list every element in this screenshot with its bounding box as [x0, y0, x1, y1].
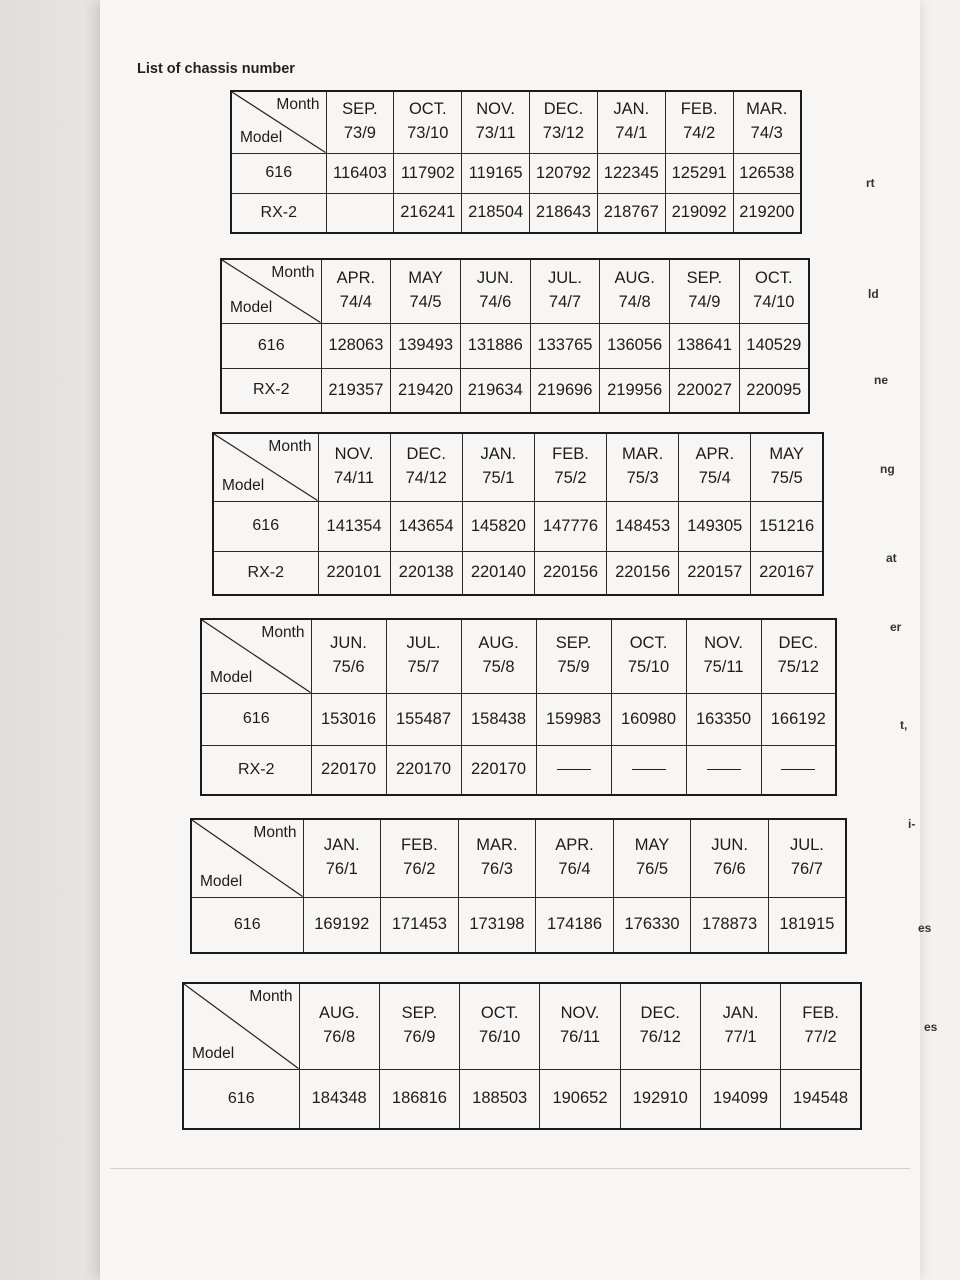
- chassis-number: 125291: [665, 153, 733, 193]
- month-code: 76/1: [325, 860, 358, 879]
- chassis-number: 149305: [679, 501, 751, 551]
- month-name: MAR.: [746, 100, 788, 119]
- month-name: FEB.: [401, 836, 438, 855]
- month-name: MAR.: [476, 836, 518, 855]
- adjacent-page-text: t,: [900, 718, 908, 732]
- chassis-number: 160980: [611, 693, 686, 745]
- month-code: 74/9: [688, 293, 721, 312]
- chassis-number: 169192: [303, 897, 381, 953]
- month-axis-label: Month: [271, 264, 315, 281]
- chassis-number: 220170: [461, 745, 536, 795]
- chassis-number: 219634: [460, 368, 530, 413]
- month-code: 74/10: [753, 293, 795, 312]
- chassis-number: 119165: [462, 153, 530, 193]
- chassis-number: 220167: [751, 551, 823, 595]
- chassis-number: 194548: [781, 1069, 861, 1129]
- month-name: FEB.: [802, 1004, 839, 1023]
- month-header: [381, 819, 459, 897]
- month-name: NOV.: [704, 634, 743, 653]
- chassis-number: 220170: [386, 745, 461, 795]
- chassis-number: 219420: [391, 368, 461, 413]
- chassis-number: 147776: [534, 501, 606, 551]
- month-header: [460, 259, 530, 323]
- chassis-number: 122345: [597, 153, 665, 193]
- month-code: 73/11: [475, 124, 516, 143]
- chassis-number: 155487: [386, 693, 461, 745]
- month-code: 75/11: [703, 658, 744, 677]
- month-code: 76/11: [559, 1028, 601, 1047]
- model-name: 616: [213, 501, 318, 551]
- month-name: AUG.: [478, 634, 519, 653]
- table-row: [201, 693, 836, 745]
- month-name: SEP.: [401, 1004, 438, 1023]
- chassis-number: 218767: [597, 193, 665, 233]
- month-header: [379, 983, 459, 1069]
- month-code: 73/10: [407, 124, 449, 143]
- chassis-number: 153016: [311, 693, 386, 745]
- month-name: OCT.: [629, 634, 668, 653]
- month-name: MAR.: [622, 445, 664, 464]
- month-code: 76/9: [403, 1028, 436, 1047]
- chassis-number: 186816: [379, 1069, 459, 1129]
- chassis-number: 178873: [691, 897, 769, 953]
- month-code: 77/1: [724, 1028, 757, 1047]
- chassis-number: [326, 193, 394, 233]
- month-name: JUL.: [789, 836, 824, 855]
- chassis-number: 174186: [536, 897, 614, 953]
- chassis-number: 219956: [600, 368, 670, 413]
- model-name: RX-2: [231, 193, 326, 233]
- month-name: MAY: [408, 269, 443, 288]
- month-header: [611, 619, 686, 693]
- chassis-number: 184348: [299, 1069, 379, 1129]
- chassis-number: 141354: [318, 501, 390, 551]
- month-code: 74/3: [750, 124, 783, 143]
- month-name: SEP.: [555, 634, 592, 653]
- chassis-number: 220101: [318, 551, 390, 595]
- month-header: [326, 91, 394, 153]
- month-name: DEC.: [406, 445, 446, 464]
- chassis-number: 219696: [530, 368, 600, 413]
- chassis-number: 220140: [462, 551, 534, 595]
- chassis-number: 145820: [462, 501, 534, 551]
- chassis-number: 151216: [751, 501, 823, 551]
- adjacent-page-text: ng: [880, 462, 895, 476]
- chassis-number: 220027: [670, 368, 740, 413]
- month-header: [460, 983, 540, 1069]
- table-row: [231, 193, 801, 233]
- month-name: NOV.: [334, 445, 374, 464]
- month-name: AUG.: [318, 1004, 360, 1023]
- month-name: JAN.: [613, 100, 650, 119]
- chassis-number: 173198: [458, 897, 536, 953]
- month-header: [321, 259, 391, 323]
- chassis-table: [190, 818, 847, 954]
- chassis-number: 181915: [768, 897, 846, 953]
- chassis-number: 218504: [462, 193, 530, 233]
- chassis-number: 219200: [733, 193, 801, 233]
- month-name: OCT.: [408, 100, 447, 119]
- chassis-number: 159983: [536, 693, 611, 745]
- chassis-number: 163350: [686, 693, 761, 745]
- month-code: 76/12: [639, 1028, 681, 1047]
- table-row: [221, 323, 809, 368]
- month-code: 76/4: [558, 860, 591, 879]
- chassis-number: 133765: [530, 323, 600, 368]
- month-name: OCT.: [755, 269, 793, 288]
- model-axis-label: Model: [230, 298, 273, 316]
- table-row: [231, 153, 801, 193]
- model-axis-label: Model: [222, 476, 265, 494]
- chassis-table: [182, 982, 862, 1130]
- chassis-number: 219092: [665, 193, 733, 233]
- month-header: [670, 259, 740, 323]
- chassis-number: 188503: [460, 1069, 540, 1129]
- month-header: [534, 433, 606, 501]
- no-value-dash: [686, 745, 761, 795]
- chassis-number: 148453: [607, 501, 679, 551]
- chassis-number: 220095: [739, 368, 809, 413]
- month-axis-label: Month: [268, 438, 312, 455]
- chassis-number: 220156: [607, 551, 679, 595]
- month-name: NOV.: [560, 1004, 600, 1023]
- month-code: 75/9: [557, 658, 590, 677]
- month-code: 76/6: [713, 860, 746, 879]
- adjacent-page-text: es: [918, 921, 932, 935]
- adjacent-page-text: ld: [868, 287, 879, 301]
- corner-header: [191, 819, 303, 897]
- model-name: RX-2: [221, 368, 321, 413]
- adjacent-page-text: at: [886, 551, 897, 565]
- month-header: [458, 819, 536, 897]
- month-header: [462, 433, 534, 501]
- chassis-number: 166192: [761, 693, 836, 745]
- corner-header: [231, 91, 326, 153]
- month-header: [607, 433, 679, 501]
- chassis-number: 126538: [733, 153, 801, 193]
- chassis-number: 158438: [461, 693, 536, 745]
- model-name: 616: [191, 897, 303, 953]
- month-header: [394, 91, 462, 153]
- month-name: APR.: [336, 269, 376, 288]
- page-title: List of chassis number: [137, 61, 295, 77]
- chassis-number: 128063: [321, 323, 391, 368]
- month-name: MAY: [769, 445, 804, 464]
- month-header: [462, 91, 530, 153]
- month-code: 74/8: [618, 293, 651, 312]
- chassis-number: 192910: [620, 1069, 700, 1129]
- month-header: [700, 983, 780, 1069]
- chassis-number: 139493: [391, 323, 461, 368]
- month-header: [665, 91, 733, 153]
- chassis-number: 220170: [311, 745, 386, 795]
- month-header: [600, 259, 670, 323]
- month-name: JAN.: [323, 836, 360, 855]
- month-name: APR.: [555, 836, 594, 855]
- month-name: JAN.: [480, 445, 517, 464]
- no-value-dash: [761, 745, 836, 795]
- month-header: [536, 619, 611, 693]
- month-code: 73/9: [343, 124, 376, 143]
- month-name: JAN.: [722, 1004, 759, 1023]
- adjacent-page-text: i-: [908, 817, 916, 831]
- model-name: 616: [231, 153, 326, 193]
- model-axis-label: Model: [192, 1044, 235, 1062]
- model-name: 616: [183, 1069, 299, 1129]
- chassis-table: [212, 432, 824, 596]
- month-header: [751, 433, 823, 501]
- month-name: NOV.: [476, 100, 516, 119]
- model-name: 616: [221, 323, 321, 368]
- month-header: [299, 983, 379, 1069]
- chassis-table: [200, 618, 837, 796]
- table-row: [221, 368, 809, 413]
- table-row: [201, 745, 836, 795]
- month-header: [536, 819, 614, 897]
- chassis-number: 218643: [530, 193, 598, 233]
- model-name: RX-2: [213, 551, 318, 595]
- month-header: [390, 433, 462, 501]
- table-row: [191, 897, 846, 953]
- month-code: 75/12: [777, 658, 819, 677]
- month-code: 74/6: [479, 293, 512, 312]
- month-name: JUL.: [406, 634, 441, 653]
- chassis-number: 220157: [679, 551, 751, 595]
- month-code: 73/12: [542, 124, 585, 143]
- month-name: SEP.: [342, 100, 378, 119]
- month-name: DEC.: [640, 1004, 680, 1023]
- month-code: 75/5: [770, 469, 803, 488]
- chassis-number: 120792: [530, 153, 598, 193]
- month-name: MAY: [634, 836, 670, 855]
- page-rule: [110, 1168, 910, 1169]
- month-code: 75/6: [332, 658, 365, 677]
- month-code: 74/1: [615, 124, 648, 143]
- table-row: [183, 1069, 861, 1129]
- chassis-table: [220, 258, 810, 414]
- month-code: 76/3: [480, 860, 513, 879]
- model-axis-label: Model: [240, 128, 283, 146]
- chassis-number: 220156: [534, 551, 606, 595]
- chassis-number: 136056: [600, 323, 670, 368]
- chassis-number: 220138: [390, 551, 462, 595]
- month-code: 75/10: [627, 658, 670, 677]
- corner-header: [201, 619, 311, 693]
- no-value-dash: [536, 745, 611, 795]
- month-header: [461, 619, 536, 693]
- chassis-number: 117902: [394, 153, 462, 193]
- chassis-number: 194099: [700, 1069, 780, 1129]
- month-code: 74/11: [334, 469, 375, 488]
- adjacent-page-text: rt: [866, 176, 875, 190]
- month-name: JUN.: [330, 634, 367, 653]
- month-name: SEP.: [686, 269, 723, 288]
- adjacent-page-text: es: [924, 1020, 938, 1034]
- month-axis-label: Month: [276, 96, 320, 113]
- month-header: [739, 259, 809, 323]
- chassis-number: 176330: [613, 897, 691, 953]
- month-code: 74/5: [409, 293, 442, 312]
- month-code: 76/8: [323, 1028, 356, 1047]
- model-axis-label: Model: [200, 872, 243, 890]
- chassis-number: 216241: [394, 193, 462, 233]
- chassis-number: 171453: [381, 897, 459, 953]
- month-header: [761, 619, 836, 693]
- chassis-number: 190652: [540, 1069, 620, 1129]
- month-name: OCT.: [480, 1004, 519, 1023]
- month-header: [733, 91, 801, 153]
- corner-header: [183, 983, 299, 1069]
- corner-header: [213, 433, 318, 501]
- month-header: [311, 619, 386, 693]
- month-header: [318, 433, 390, 501]
- month-header: [686, 619, 761, 693]
- month-header: [620, 983, 700, 1069]
- month-header: [679, 433, 751, 501]
- month-name: JUN.: [476, 269, 514, 288]
- month-code: 74/2: [683, 124, 716, 143]
- month-header: [691, 819, 769, 897]
- month-name: JUN.: [711, 836, 748, 855]
- month-axis-label: Month: [261, 624, 305, 641]
- month-header: [391, 259, 461, 323]
- adjacent-page-text: er: [890, 620, 902, 634]
- model-axis-label: Model: [210, 668, 253, 686]
- month-name: AUG.: [614, 269, 655, 288]
- table-row: [213, 501, 823, 551]
- month-code: 74/7: [548, 293, 582, 312]
- month-code: 75/2: [554, 469, 587, 488]
- month-code: 74/4: [339, 293, 372, 312]
- model-name: RX-2: [201, 745, 311, 795]
- month-header: [781, 983, 861, 1069]
- month-axis-label: Month: [249, 988, 293, 1005]
- month-code: 75/7: [407, 658, 440, 677]
- month-name: FEB.: [680, 100, 718, 119]
- month-name: JUL.: [547, 269, 582, 288]
- month-code: 75/8: [482, 658, 515, 677]
- adjacent-page-text: ne: [874, 373, 889, 387]
- chassis-number: 138641: [670, 323, 740, 368]
- table-row: [213, 551, 823, 595]
- model-name: 616: [201, 693, 311, 745]
- month-axis-label: Month: [253, 824, 297, 841]
- month-header: [303, 819, 381, 897]
- month-code: 76/10: [479, 1028, 521, 1047]
- month-code: 75/1: [482, 469, 515, 488]
- chassis-number: 131886: [460, 323, 530, 368]
- month-name: APR.: [695, 445, 735, 464]
- chassis-number: 116403: [326, 153, 394, 193]
- month-code: 76/7: [790, 860, 823, 879]
- month-header: [530, 91, 598, 153]
- month-code: 74/12: [405, 469, 447, 488]
- month-name: FEB.: [552, 445, 589, 464]
- month-header: [768, 819, 846, 897]
- corner-header: [221, 259, 321, 323]
- chassis-number: 140529: [739, 323, 809, 368]
- month-header: [597, 91, 665, 153]
- month-code: 76/2: [403, 860, 436, 879]
- month-header: [386, 619, 461, 693]
- no-value-dash: [611, 745, 686, 795]
- month-code: 77/2: [804, 1028, 837, 1047]
- month-header: [613, 819, 691, 897]
- month-header: [530, 259, 600, 323]
- month-name: DEC.: [778, 634, 818, 653]
- month-header: [540, 983, 620, 1069]
- month-code: 75/4: [698, 469, 731, 488]
- chassis-table: [230, 90, 802, 234]
- chassis-number: 219357: [321, 368, 391, 413]
- month-code: 76/5: [635, 860, 669, 879]
- chassis-number: 143654: [390, 501, 462, 551]
- month-name: DEC.: [543, 100, 584, 119]
- month-code: 75/3: [626, 469, 659, 488]
